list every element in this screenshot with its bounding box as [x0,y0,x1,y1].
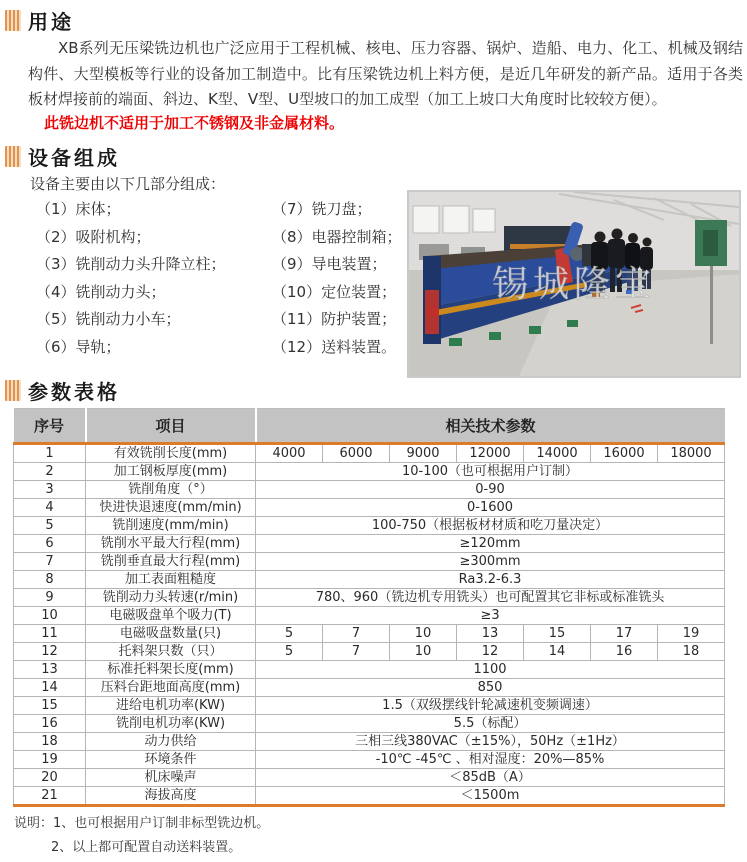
component-item: （6）导轨； [36,337,121,356]
section-stripe-icon [5,146,21,167]
param-value-cell: -10℃ -45℃ 、相对湿度：20%—85% [256,751,725,769]
section-stripe-icon [5,10,21,31]
param-value-cell: 5.5（标配） [256,715,725,733]
param-item-cell: 铣削动力头转速(r/min) [86,589,256,607]
param-no-cell: 14 [14,679,86,697]
param-value-cell: ≥3 [256,607,725,625]
section-params-title [5,376,120,405]
header-params: 相关技术参数 [256,409,725,444]
component-item: （2）吸附机构； [36,227,151,246]
component-item: （1）床体； [36,200,121,218]
section-title-text: 设备组成 [28,146,120,170]
param-value-cell: ≥300mm [256,553,725,571]
params-table-body [14,444,725,806]
param-value-cell: 16 [591,643,658,661]
param-no-cell: 5 [14,517,86,535]
component-item: （7）铣刀盘； [272,200,372,218]
param-item-cell: 标准托料架长度(mm) [86,661,256,679]
param-no-cell: 4 [14,499,86,517]
table-header-row [14,409,725,444]
param-no-cell: 20 [14,769,86,787]
param-value-cell: 12 [457,643,524,661]
param-no-cell: 8 [14,571,86,589]
param-value-cell: 0-1600 [256,499,725,517]
machine-photo-illustration [409,192,739,376]
table-row [14,733,725,751]
table-row [14,625,725,643]
param-value-cell: 17 [591,625,658,643]
photo-watermark: 锡城隆宝 [491,264,657,305]
table-row [14,499,725,517]
param-no-cell: 21 [14,787,86,806]
param-no-cell: 11 [14,625,86,643]
param-value-cell: 19 [658,625,725,643]
param-item-cell: 铣削速度(mm/min) [86,517,256,535]
param-item-cell: 快进快退速度(mm/min) [86,499,256,517]
param-no-cell: 12 [14,643,86,661]
green-machine [695,220,727,266]
param-value-cell: 18000 [658,444,725,463]
section-components-title [5,142,120,171]
param-no-cell: 9 [14,589,86,607]
param-no-cell: 18 [14,733,86,751]
param-item-cell: 铣削垂直最大行程(mm) [86,553,256,571]
table-note-2: 2、以上都可配置自动送料装置。 [51,840,242,855]
param-no-cell: 19 [14,751,86,769]
param-value-cell: 12000 [457,444,524,463]
param-value-cell: 7 [323,643,390,661]
param-value-cell: 9000 [390,444,457,463]
component-item: （8）电器控制箱； [272,227,402,246]
param-item-cell: 铣削角度（°） [86,481,256,499]
param-item-cell: 加工表面粗糙度 [86,571,256,589]
param-value-cell: 1.5（双级摆线针轮减速机变频调速） [256,697,725,715]
param-item-cell: 加工钢板厚度(mm) [86,463,256,481]
param-value-cell: 1100 [256,661,725,679]
section-stripe-icon [5,380,21,401]
components-col-1 [36,196,266,361]
table-row [14,444,725,463]
param-value-cell: 4000 [256,444,323,463]
component-item: （12）送料装置。 [272,337,397,356]
param-value-cell: 14000 [524,444,591,463]
table-row [14,787,725,806]
component-item: （4）铣削动力头； [36,282,166,301]
table-row [14,517,725,535]
table-row [14,553,725,571]
param-no-cell: 13 [14,661,86,679]
table-row [14,589,725,607]
param-value-cell: 13 [457,625,524,643]
header-no: 序号 [14,409,86,444]
table-row [14,769,725,787]
param-no-cell: 16 [14,715,86,733]
table-row [14,481,725,499]
param-item-cell: 环境条件 [86,751,256,769]
param-value-cell: 0-90 [256,481,725,499]
param-item-cell: 进给电机功率(KW) [86,697,256,715]
section-usage-title [5,6,74,35]
param-value-cell: ≥120mm [256,535,725,553]
param-value-cell: 15 [524,625,591,643]
param-item-cell: 电磁吸盘数量(只) [86,625,256,643]
param-no-cell: 10 [14,607,86,625]
section-title-text: 参数表格 [28,380,120,404]
component-item: （3）铣削动力头升降立柱； [36,255,226,273]
param-item-cell: 铣削电机功率(KW) [86,715,256,733]
param-value-cell: 780、960（铣边机专用铣头）也可配置其它非标或标准铣头 [256,589,725,607]
machine-photo [407,190,741,378]
header-item: 项目 [86,409,256,444]
param-value-cell: 5 [256,625,323,643]
param-value-cell: 14 [524,643,591,661]
param-no-cell: 2 [14,463,86,481]
parameters-table [13,408,725,807]
param-value-cell: 10-100（也可根据用户订制） [256,463,725,481]
param-item-cell: 铣削水平最大行程(mm) [86,535,256,553]
param-value-cell: 850 [256,679,725,697]
param-item-cell: 动力供给 [86,733,256,751]
section-title-text: 用途 [28,10,74,34]
param-item-cell: 托料架只数（只） [86,643,256,661]
usage-paragraph: XB系列无压梁铣边机也广泛应用于工程机械、核电、压力容器、锅炉、造船、电力、化工、机械及钢结构件、大型模板等行业的设备加工制造中。比有压梁铣边机上料方便，是近几年研发的新产品。适用于各类板材焊接前的端面、斜边、K型、V型、U型坡口的加工成型（加工上坡口大角度时比较较方便）。 [28,39,743,108]
param-item-cell: 压料台距地面高度(mm) [86,679,256,697]
component-item: （11）防护装置； [272,310,397,328]
param-no-cell: 3 [14,481,86,499]
param-no-cell: 1 [14,444,86,463]
param-value-cell: 16000 [591,444,658,463]
components-col-2 [272,196,402,361]
table-row [14,535,725,553]
table-note-1: 说明：1、也可根据用户订制非标型铣边机。 [14,816,270,831]
param-no-cell: 15 [14,697,86,715]
param-value-cell: 10 [390,643,457,661]
param-item-cell: 海拔高度 [86,787,256,806]
table-row [14,751,725,769]
table-row [14,697,725,715]
table-row [14,607,725,625]
factory-windows [413,206,495,233]
component-item: （10）定位装置； [272,282,397,301]
param-item-cell: 有效铣削长度(mm) [86,444,256,463]
param-item-cell: 电磁吸盘单个吸力(T) [86,607,256,625]
table-row [14,715,725,733]
components-intro: 设备主要由以下几部分组成： [30,175,226,193]
param-value-cell: ＜1500m [256,787,725,806]
table-row [14,643,725,661]
component-item: （9）导电装置； [272,255,387,273]
param-value-cell: 6000 [323,444,390,463]
param-value-cell: 5 [256,643,323,661]
component-item: （5）铣削动力小车； [36,310,181,328]
usage-warning-text: 此铣边机不适用于加工不锈钢及非金属材料。 [44,114,345,132]
param-value-cell: 三相三线380VAC（±15%），50Hz（±1Hz） [256,733,725,751]
param-no-cell: 7 [14,553,86,571]
param-value-cell: Ra3.2-6.3 [256,571,725,589]
param-value-cell: 10 [390,625,457,643]
param-value-cell: 7 [323,625,390,643]
param-value-cell: 100-750（根据板材材质和吃刀量决定） [256,517,725,535]
param-item-cell: 机床噪声 [86,769,256,787]
param-value-cell: ＜85dB（A） [256,769,725,787]
table-row [14,571,725,589]
table-row [14,679,725,697]
table-row [14,661,725,679]
table-row [14,463,725,481]
param-no-cell: 6 [14,535,86,553]
param-value-cell: 18 [658,643,725,661]
